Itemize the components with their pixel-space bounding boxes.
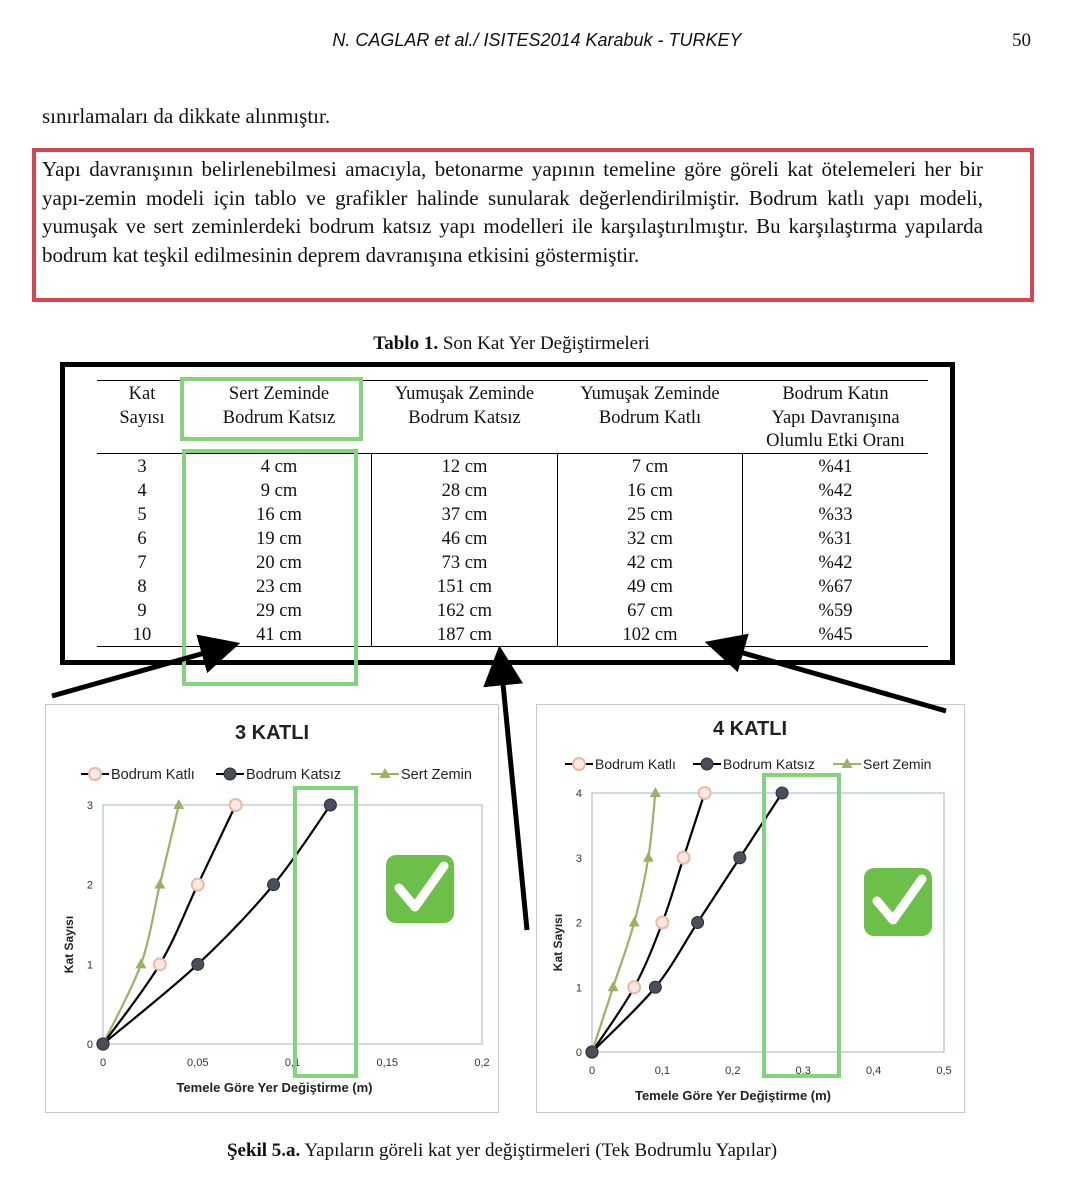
sert-katsiz-cell: 29 cm bbox=[256, 601, 302, 621]
sert-katsiz-cell: 19 cm bbox=[256, 529, 302, 549]
y-tick-label: 2 bbox=[575, 917, 582, 930]
x-tick-label: 0 bbox=[588, 1065, 596, 1077]
yumusak-katsiz-cell: 73 cm bbox=[441, 553, 488, 573]
kat-sayisi-cell: 6 bbox=[137, 529, 147, 549]
yumusak-katsiz-cell: 187 cm bbox=[437, 625, 492, 645]
y-tick-label: 2 bbox=[86, 879, 93, 892]
yumusak-katli-cell: 25 cm bbox=[627, 505, 673, 525]
x-tick-label: 0,4 bbox=[865, 1065, 882, 1077]
yumusak-katsiz-cell: 37 cm bbox=[441, 505, 488, 525]
table-caption-label: Tablo 1. bbox=[373, 333, 439, 354]
yumusak-katli-cell: 16 cm bbox=[627, 481, 673, 501]
chart-4-green-highlight bbox=[764, 775, 839, 1076]
figure-caption bbox=[0, 1140, 1004, 1162]
etki-orani-cell: %33 bbox=[818, 505, 853, 525]
x-tick-label: 0,15 bbox=[376, 1057, 398, 1069]
x-tick-label: 0,2 bbox=[474, 1057, 490, 1069]
y-axis-label: Kat Sayısı bbox=[551, 913, 565, 972]
y-tick-label: 0 bbox=[86, 1039, 93, 1051]
intro-line: sınırlamaları da dikkate alınmıştır. bbox=[42, 104, 331, 128]
etki-orani-cell: %59 bbox=[818, 601, 853, 621]
y-tick-label: 3 bbox=[86, 800, 93, 812]
x-tick-label: 0,3 bbox=[795, 1065, 811, 1077]
kat-sayisi-cell: 3 bbox=[137, 457, 147, 477]
check-mark-icon bbox=[386, 855, 454, 923]
arrow-icon bbox=[52, 645, 233, 696]
y-tick-label: 0 bbox=[575, 1047, 582, 1059]
header-line: Olumlu Etki Oranı bbox=[766, 431, 905, 451]
x-tick-label: 0,2 bbox=[725, 1065, 741, 1077]
arrow-icon bbox=[500, 653, 527, 930]
yumusak-katsiz-cell: 46 cm bbox=[441, 529, 488, 549]
sert-katsiz-cell: 20 cm bbox=[256, 553, 302, 573]
etki-orani-cell: %42 bbox=[818, 553, 853, 573]
sert-katsiz-cell: 16 cm bbox=[256, 505, 302, 525]
kat-sayisi-cell: 10 bbox=[132, 625, 152, 645]
header-line: Sayısı bbox=[119, 407, 165, 428]
sert-katsiz-cell: 4 cm bbox=[260, 457, 298, 477]
kat-sayisi-cell: 7 bbox=[137, 553, 147, 573]
kat-sayisi-cell: 8 bbox=[137, 577, 147, 597]
yumusak-katli-cell: 67 cm bbox=[627, 601, 673, 621]
header-line: Yumuşak Zeminde bbox=[394, 384, 535, 404]
yumusak-katsiz-cell: 28 cm bbox=[441, 481, 488, 501]
figure-caption-label: Şekil 5.a. bbox=[226, 1140, 301, 1161]
legend-label: Bodrum Katlı bbox=[111, 767, 195, 783]
etki-orani-cell: %42 bbox=[818, 481, 853, 501]
header-line: Kat bbox=[128, 384, 156, 404]
header-line: Bodrum Katsız bbox=[222, 407, 336, 428]
legend-label: Sert Zemin bbox=[863, 756, 932, 772]
sert-katsiz-cell: 9 cm bbox=[260, 481, 298, 501]
chart-3-green-highlight bbox=[295, 788, 356, 1076]
y-tick-label: 3 bbox=[575, 852, 582, 865]
header-line: Yumuşak Zeminde bbox=[580, 384, 720, 404]
yumusak-katli-cell: 32 cm bbox=[627, 529, 673, 549]
x-axis-label: Temele Göre Yer Değiştirme (m) bbox=[176, 1080, 373, 1095]
check-mark-icon bbox=[864, 868, 932, 936]
yumusak-katsiz-cell: 12 cm bbox=[441, 457, 488, 477]
chart-title: 4 KATLI bbox=[712, 718, 788, 740]
x-axis-label: Temele Göre Yer Değiştirme (m) bbox=[634, 1088, 832, 1103]
running-header: N. CAGLAR et al./ ISITES2014 Karabuk - TURKEY bbox=[332, 30, 742, 50]
y-axis-label: Kat Sayısı bbox=[62, 915, 76, 974]
yumusak-katli-cell: 42 cm bbox=[627, 553, 673, 573]
yumusak-katli-cell: 102 cm bbox=[622, 625, 678, 645]
kat-sayisi-cell: 9 bbox=[137, 601, 147, 621]
x-tick-label: 0,5 bbox=[936, 1065, 952, 1077]
arrow-icon bbox=[712, 644, 946, 711]
page-number: 50 bbox=[1012, 30, 1031, 51]
yumusak-katli-cell: 49 cm bbox=[627, 577, 673, 597]
header-line: Bodrum Katlı bbox=[598, 407, 702, 428]
y-tick-label: 1 bbox=[575, 982, 582, 995]
chart-title: 3 KATLI bbox=[234, 722, 310, 744]
x-tick-label: 0,1 bbox=[284, 1057, 301, 1069]
y-tick-label: 4 bbox=[575, 788, 582, 800]
x-tick-label: 0,05 bbox=[187, 1057, 209, 1069]
x-tick-label: 0,1 bbox=[654, 1065, 671, 1077]
sert-katsiz-cell: 23 cm bbox=[256, 577, 302, 597]
etki-orani-cell: %31 bbox=[818, 529, 853, 549]
legend-label: Sert Zemin bbox=[401, 767, 472, 783]
kat-sayisi-cell: 5 bbox=[137, 505, 147, 525]
header-line: Yapı Davranışına bbox=[771, 407, 900, 428]
yumusak-katsiz-cell: 151 cm bbox=[437, 577, 492, 597]
header-line: Bodrum Katın bbox=[782, 384, 889, 404]
legend-label: Bodrum Katsız bbox=[246, 767, 342, 783]
yumusak-katsiz-cell: 162 cm bbox=[437, 601, 492, 621]
sert-katsiz-cell: 41 cm bbox=[256, 625, 302, 645]
figure-caption-text: Yapıların göreli kat yer değiştirmeleri (Tek Bodrumlu Yapılar) bbox=[300, 1140, 778, 1161]
highlighted-paragraph: Yapı davranışının belirlenebilmesi amacıyla, betonarme yapının temeline göre göreli kat ötelemeleri her bir yapı-zemin modeli için tablo ve grafikler halinde sunularak değerlendirilmiştir. Bodrum katlı yapı modeli, yumuşak ve sert zeminlerdeki bodrum katsız yapı modelleri ile karşılaştırılmıştır. Bu karşılaştırma yapılarda bodrum kat teşkil edilmesinin deprem davranışına etkisini göstermiştir. bbox=[42, 157, 983, 267]
etki-orani-cell: %41 bbox=[818, 457, 853, 477]
etki-orani-cell: %45 bbox=[818, 625, 853, 645]
legend-label: Bodrum Katlı bbox=[595, 756, 676, 772]
yumusak-katli-cell: 7 cm bbox=[631, 457, 669, 477]
legend-label: Bodrum Katsız bbox=[723, 756, 815, 772]
x-tick-label: 0 bbox=[99, 1057, 107, 1069]
header-line: Sert Zeminde bbox=[228, 384, 330, 404]
y-tick-label: 1 bbox=[86, 959, 93, 972]
kat-sayisi-cell: 4 bbox=[137, 481, 147, 501]
table-caption-text: Son Kat Yer Değiştirmeleri bbox=[438, 333, 650, 354]
header-line: Bodrum Katsız bbox=[408, 407, 521, 428]
etki-orani-cell: %67 bbox=[818, 577, 853, 597]
